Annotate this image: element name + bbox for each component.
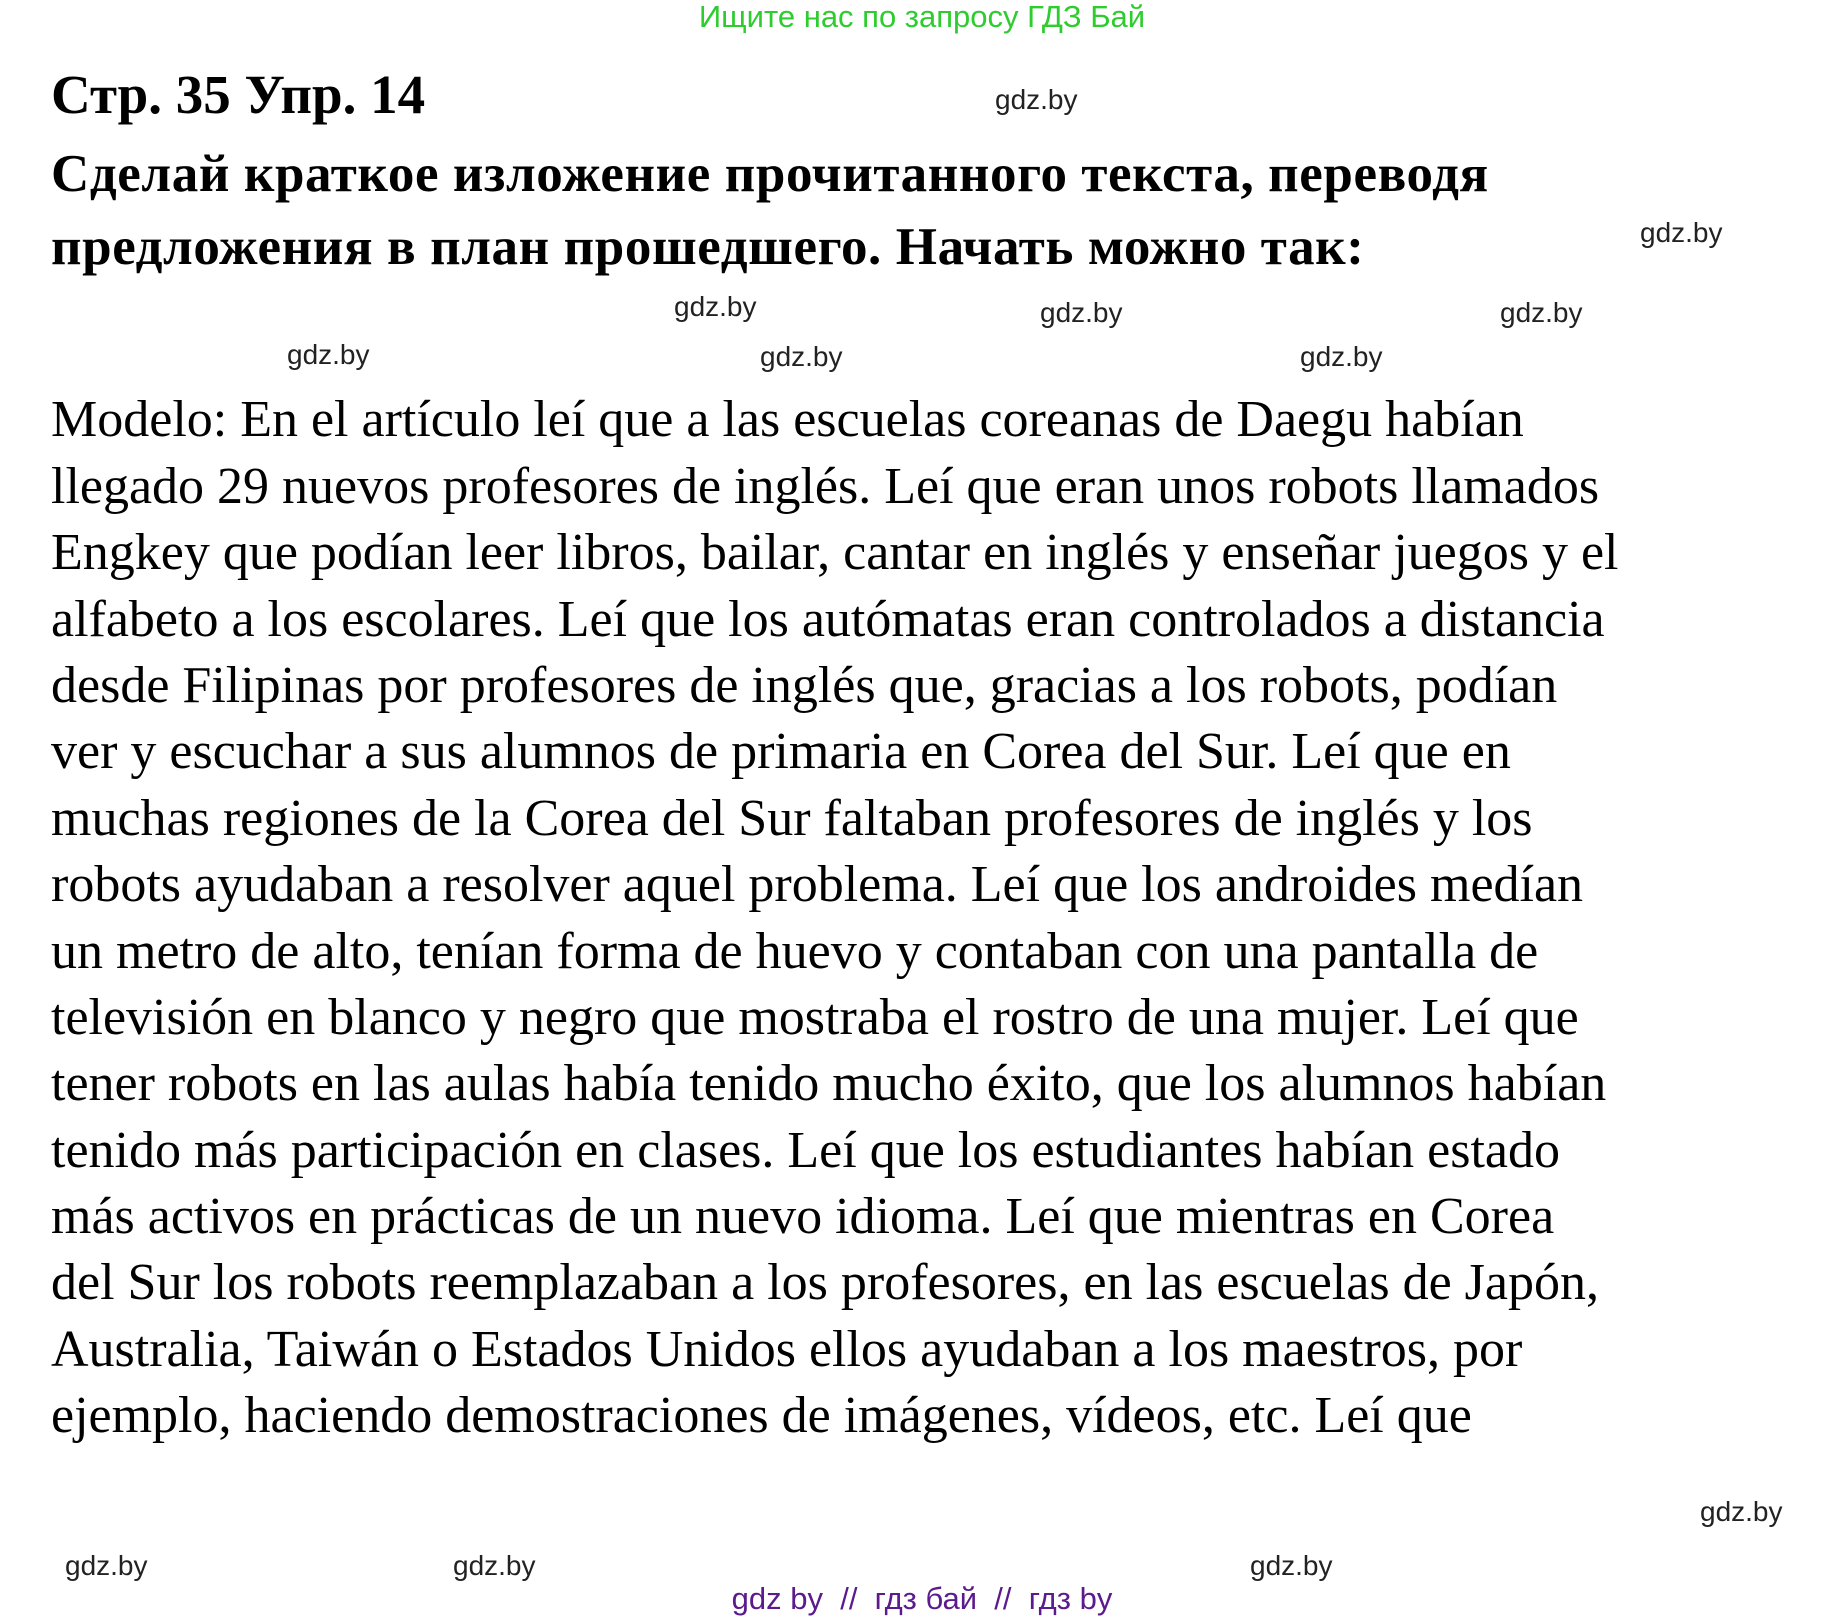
- text-line: más activos en prácticas de un nuevo idioma. Leí que mientras en Corea: [51, 1188, 1555, 1246]
- text-line: tener robots en las aulas había tenido mucho éxito, que los alumnos habían: [51, 1055, 1607, 1113]
- text-line: televisión en blanco y negro que mostraba el rostro de una mujer. Leí que: [51, 988, 1579, 1046]
- model-answer-text: [51, 384, 1619, 1453]
- text-line: ver y escuchar a sus alumnos de primaria en Corea del Sur. Leí que en: [51, 723, 1511, 781]
- watermark: gdz.by: [1500, 297, 1583, 328]
- text-line: Australia, Taiwán o Estados Unidos ellos ayudaban a los maestros, por: [51, 1320, 1523, 1378]
- footer-banner: gdz by // гдз бай // гдз by: [731, 1581, 1113, 1616]
- text-line: llegado 29 nuevos profesores de inglés. Leí que eran unos robots llamados: [51, 457, 1600, 515]
- text-line: ejemplo, haciendo demostraciones de imágenes, vídeos, etc. Leí que: [51, 1387, 1472, 1445]
- search-banner: Ищите нас по запросу ГДЗ Бай: [698, 0, 1146, 34]
- watermark: gdz.by: [1040, 297, 1123, 328]
- watermark: gdz.by: [1640, 217, 1723, 248]
- text-line: desde Filipinas por profesores de inglés que, gracias a los robots, podían: [51, 656, 1558, 714]
- text-line: un metro de alto, tenían forma de huevo y contaban con una pantalla de: [51, 922, 1539, 980]
- text-line: del Sur los robots reemplazaban a los profesores, en las escuelas de Japón,: [51, 1254, 1599, 1312]
- task-instructions: [51, 138, 1489, 284]
- text-line: tenido más participación en clases. Leí que los estudiantes habían estado: [51, 1121, 1560, 1179]
- page-title: Стр. 35 Упр. 14: [51, 64, 426, 125]
- watermark: gdz.by: [287, 339, 370, 370]
- text-line: robots ayudaban a resolver aquel problema. Leí que los androides medían: [51, 856, 1584, 914]
- text-line: alfabeto a los escolares. Leí que los autómatas eran controlados a distancia: [51, 590, 1605, 648]
- text-line: Engkey que podían leer libros, bailar, cantar en inglés y enseñar juegos y el: [51, 524, 1619, 582]
- watermark: gdz.by: [995, 84, 1078, 115]
- task-line: предложения в план прошедшего. Начать можно так:: [51, 218, 1365, 276]
- watermark: gdz.by: [760, 341, 843, 372]
- text-line: Modelo: En el artículo leí que a las escuelas coreanas de Daegu habían: [51, 391, 1524, 449]
- watermark: gdz.by: [674, 291, 757, 322]
- text-line: muchas regiones de la Corea del Sur faltaban profesores de inglés y los: [51, 789, 1533, 847]
- watermark: gdz.by: [453, 1550, 536, 1581]
- watermark: gdz.by: [1250, 1550, 1333, 1581]
- watermark: gdz.by: [1700, 1496, 1783, 1527]
- task-line: Сделай краткое изложение прочитанного текста, переводя: [51, 145, 1489, 203]
- watermark: gdz.by: [1300, 341, 1383, 372]
- watermark: gdz.by: [65, 1550, 148, 1581]
